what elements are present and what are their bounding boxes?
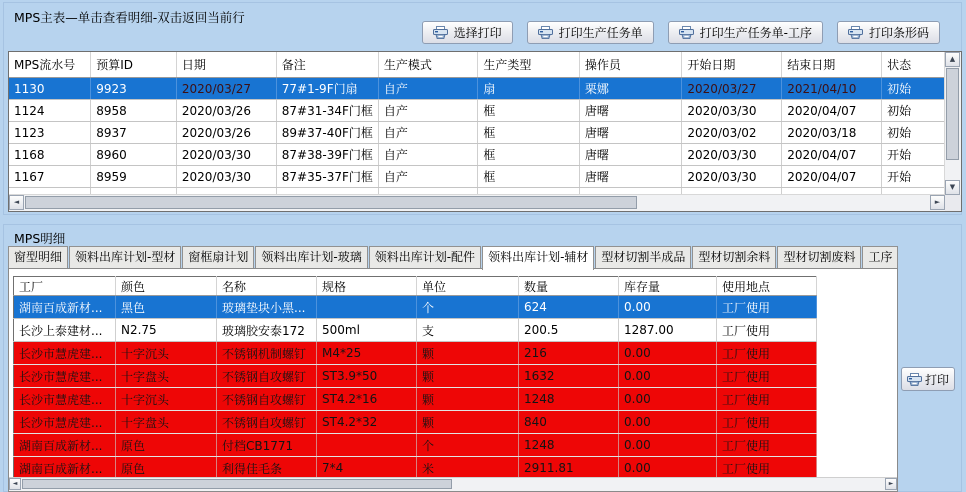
cell: 初始 [882,78,945,100]
column-header[interactable]: 库存量 [619,277,717,296]
cell: 原色 [116,434,217,457]
tab-material-plan-accessory[interactable]: 领料出库计划-配件 [369,246,481,268]
cell: 2020/03/27 [176,78,276,100]
cell: 0.00 [619,342,717,365]
tab-material-plan-auxiliary[interactable]: 领料出库计划-辅材 [482,246,594,270]
cell: 1123 [9,122,91,144]
cell: 2020/04/07 [782,100,882,122]
detail-table [13,276,817,480]
cell: 1167 [9,166,91,188]
cell: 0.00 [619,365,717,388]
cell: 个 [417,296,519,319]
cell: 工厂使用 [717,434,817,457]
horizontal-scroll-thumb[interactable] [25,196,637,209]
master-grid-viewport [9,52,945,194]
cell: 7*4 [317,457,417,480]
tab-material-plan-profile[interactable]: 领料出库计划-型材 [69,246,181,268]
cell: 工厂使用 [717,296,817,319]
cell: 黑色 [116,296,217,319]
table-row[interactable] [9,166,945,188]
button-label: 打印 [925,372,950,387]
cell: 1124 [9,100,91,122]
column-header[interactable]: 规格 [317,277,417,296]
cell: 不锈钢自攻螺钉 [217,411,317,434]
cell: 玻璃胶安泰172 [217,319,317,342]
printer-icon [679,26,694,39]
button-label: 打印生产任务单 [558,26,643,40]
printer-icon [848,26,863,39]
cell: 2020/03/18 [782,122,882,144]
table-row[interactable] [9,100,945,122]
cell: 0.00 [619,411,717,434]
cell: 2020/03/30 [682,166,782,188]
cell: 1632 [519,365,619,388]
cell: 77#1-9F门扇 [276,78,378,100]
cell: 87#35-37F门框 [276,166,378,188]
cell: 湖南百成新材... [14,457,116,480]
cell: 十字盘头 [116,365,217,388]
cell: 框 [478,144,579,166]
cell: 十字沉头 [116,342,217,365]
cell: 初始 [882,122,945,144]
horizontal-scroll-thumb[interactable] [22,479,452,489]
cell: 唐曙 [579,122,682,144]
cell: 工厂使用 [717,365,817,388]
cell: ST3.9*50 [317,365,417,388]
cell: 2021/04/10 [782,78,882,100]
column-header[interactable]: 生产模式 [378,52,478,78]
cell: 8960 [91,144,177,166]
tab-material-plan-glass[interactable]: 领料出库计划-玻璃 [255,246,367,268]
cell: 1168 [9,144,91,166]
column-header[interactable]: 预算ID [91,52,177,78]
cell: 0.00 [619,296,717,319]
table-row[interactable] [14,365,817,388]
cell [317,296,417,319]
cell: 长沙市慧虎建... [14,365,116,388]
cell: 0.00 [619,457,717,480]
printer-icon [433,26,448,39]
column-header[interactable]: 日期 [176,52,276,78]
column-header[interactable]: 生产类型 [478,52,579,78]
detail-print-button[interactable] [901,367,955,391]
column-header[interactable]: 操作员 [579,52,682,78]
cell: 2020/04/07 [782,144,882,166]
cell: 不锈钢机制螺钉 [217,342,317,365]
table-row[interactable] [14,319,817,342]
cell: 长沙市慧虎建... [14,388,116,411]
cell: 长沙市慧虎建... [14,342,116,365]
cell: 2020/03/30 [682,144,782,166]
master-table [9,52,945,194]
master-vertical-scrollbar[interactable] [944,52,961,195]
column-header[interactable]: 名称 [217,277,317,296]
column-header[interactable]: 工厂 [14,277,116,296]
column-header[interactable]: MPS流水号 [9,52,91,78]
cell: 自产 [378,100,478,122]
cell: 不锈钢自攻螺钉 [217,388,317,411]
table-row[interactable] [14,434,817,457]
header-row [9,52,945,78]
column-header[interactable]: 开始日期 [682,52,782,78]
cell: ST4.2*32 [317,411,417,434]
cell: 8958 [91,100,177,122]
cell: 500ml [317,319,417,342]
scroll-left-button[interactable] [9,195,24,210]
vertical-scroll-thumb[interactable] [946,68,959,160]
cell: 2020/03/30 [176,144,276,166]
cell: 唐曙 [579,144,682,166]
scroll-up-icon: ▲ [949,55,956,63]
cell: 开始 [882,144,945,166]
cell: 89#37-40F门框 [276,122,378,144]
printer-icon [538,26,553,39]
tab-profile-cut-scrap[interactable]: 型材切割废料 [777,246,861,268]
tab-profile-cut-remnant[interactable]: 型材切割余料 [692,246,776,268]
cell: 框 [478,100,579,122]
cell: 200.5 [519,319,619,342]
cell: 利得佳毛条 [217,457,317,480]
table-row[interactable] [9,78,945,100]
scroll-up-button[interactable] [945,52,960,67]
cell: 1248 [519,434,619,457]
cell: 唐曙 [579,100,682,122]
column-header[interactable]: 使用地点 [717,277,817,296]
cell: 湖南百成新材... [14,434,116,457]
cell: 长沙上泰建材... [14,319,116,342]
cell: 2020/03/26 [176,122,276,144]
cell: 十字沉头 [116,388,217,411]
table-row[interactable] [14,411,817,434]
scrollbar-corner [945,195,961,211]
cell: 8937 [91,122,177,144]
cell: 自产 [378,78,478,100]
cell: 颗 [417,342,519,365]
cell: 颗 [417,365,519,388]
cell: N2.75 [116,319,217,342]
cell: 8959 [91,166,177,188]
scroll-right-button[interactable] [885,478,897,490]
cell: 自产 [378,144,478,166]
detail-horizontal-scrollbar[interactable] [9,477,897,491]
cell: 开始 [882,166,945,188]
detail-section-title: MPS明细 [14,231,66,246]
cell: 1287.00 [619,319,717,342]
cell: 工厂使用 [717,342,817,365]
button-label: 打印条形码 [868,26,929,40]
cell: 玻璃垫块小黑... [217,296,317,319]
tab-frame-sash-plan[interactable]: 窗框扇计划 [182,246,254,268]
tab-profile-cut-semi[interactable]: 型材切割半成品 [595,246,691,268]
cell: 不锈钢自攻螺钉 [217,365,317,388]
tab-window-detail[interactable]: 窗型明细 [8,246,68,268]
tab-process[interactable]: 工序 [862,246,898,268]
print-toolbar [422,21,940,44]
cell: 付档CB1771 [217,434,317,457]
cell: 87#31-34F门框 [276,100,378,122]
cell: 2020/03/02 [682,122,782,144]
master-section-title: MPS主表—单击查看明细-双击返回当前行 [14,10,245,25]
cell: 840 [519,411,619,434]
cell: 框 [478,166,579,188]
header-row [14,277,817,296]
cell: 十字盘头 [116,411,217,434]
cell: 扇 [478,78,579,100]
table-row[interactable] [14,296,817,319]
detail-tab-panel [8,268,898,492]
cell: 初始 [882,100,945,122]
cell: 87#38-39F门框 [276,144,378,166]
cell [317,434,417,457]
cell: 2020/03/27 [682,78,782,100]
cell: 颗 [417,411,519,434]
button-label: 打印生产任务单-工序 [699,26,812,40]
cell: 9923 [91,78,177,100]
column-header[interactable]: 结束日期 [782,52,882,78]
column-header[interactable]: 颜色 [116,277,217,296]
table-row[interactable] [14,388,817,411]
cell: 2020/04/07 [782,166,882,188]
scroll-right-icon: ► [934,198,941,206]
column-header[interactable]: 数量 [519,277,619,296]
scroll-right-button[interactable] [930,195,945,210]
cell: ST4.2*16 [317,388,417,411]
column-header[interactable]: 状态 [882,52,945,78]
cell: 216 [519,342,619,365]
detail-tab-strip [8,246,899,269]
table-row[interactable] [9,144,945,166]
cell: 2020/03/26 [176,100,276,122]
cell: 0.00 [619,434,717,457]
scroll-down-button[interactable] [945,180,960,195]
cell: 工厂使用 [717,457,817,480]
print-barcode-button[interactable] [837,21,940,44]
cell: 湖南百成新材... [14,296,116,319]
cell: 工厂使用 [717,319,817,342]
cell: 长沙市慧虎建... [14,411,116,434]
select-print-button[interactable] [422,21,513,44]
master-horizontal-scrollbar[interactable] [9,194,945,211]
cell: 栗娜 [579,78,682,100]
cell: 自产 [378,122,478,144]
master-grid [8,51,962,212]
scroll-left-icon: ◄ [13,198,20,206]
print-production-task-process-button[interactable] [668,21,823,44]
cell: 原色 [116,457,217,480]
cell: 1248 [519,388,619,411]
print-production-task-button[interactable] [527,21,654,44]
scroll-right-icon: ► [888,480,894,487]
cell: 颗 [417,388,519,411]
cell: 工厂使用 [717,411,817,434]
cell: 米 [417,457,519,480]
cell: 2020/03/30 [682,100,782,122]
cell: 2020/03/30 [176,166,276,188]
cell: 工厂使用 [717,388,817,411]
scroll-left-button[interactable] [9,478,21,490]
cell: 2911.81 [519,457,619,480]
column-header[interactable]: 单位 [417,277,519,296]
cell: 框 [478,122,579,144]
cell: 唐曙 [579,166,682,188]
cell: M4*25 [317,342,417,365]
cell: 个 [417,434,519,457]
scroll-left-icon: ◄ [12,480,18,487]
table-row[interactable] [9,122,945,144]
cell: 0.00 [619,388,717,411]
button-label: 选择打印 [453,26,502,40]
cell: 1130 [9,78,91,100]
printer-icon [907,373,922,386]
table-row[interactable] [14,342,817,365]
column-header[interactable]: 备注 [276,52,378,78]
cell: 624 [519,296,619,319]
scroll-down-icon: ▼ [949,183,956,191]
cell: 自产 [378,166,478,188]
cell: 支 [417,319,519,342]
